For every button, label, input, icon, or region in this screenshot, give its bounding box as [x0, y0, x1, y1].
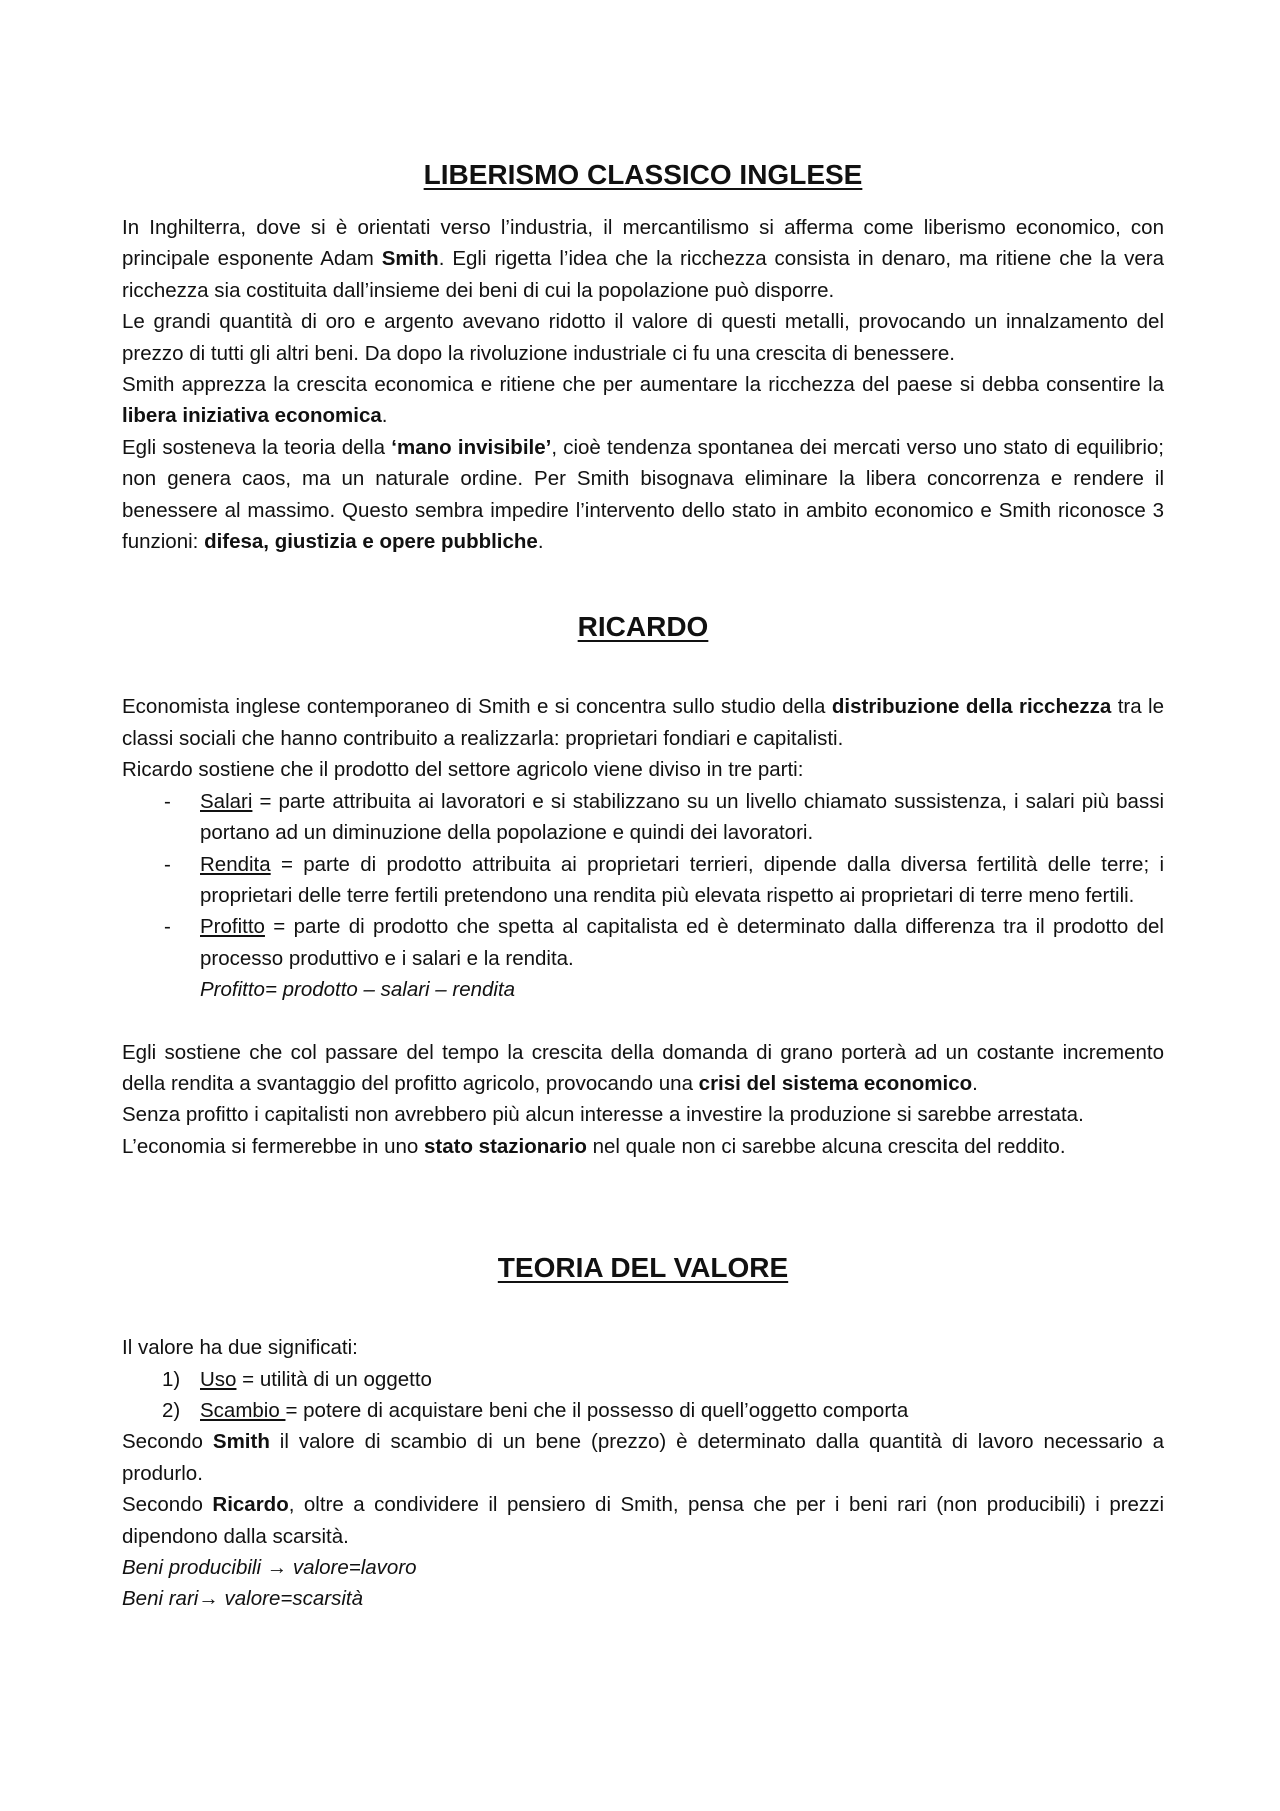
- document-page: [122, 158, 1164, 1615]
- paragraph: Secondo Smith il valore di scambio di un bene (prezzo) è determinato dalla quantità di lavoro necessario a produrlo.: [122, 1430, 1165, 1485]
- bullet-list: [122, 786, 1164, 1006]
- paragraph: Ricardo sostiene che il prodotto del settore agricolo viene diviso in tre parti:: [122, 758, 804, 782]
- paragraph: Economista inglese contemporaneo di Smith e si concentra sullo studio della distribuzione della ricchezza tra le classi sociali che hanno contribuito a realizzarla: proprietari fondiari e capitalisti.: [122, 695, 1164, 750]
- formula: Profitto= prodotto – salari – rendita: [200, 978, 516, 1002]
- list-item: - Profitto = parte di prodotto che spetta al capitalista ed è determinato dalla differenza tra il prodotto del processo produttivo e i salari e la rendita. Profitto= prodotto – salari – rendita: [122, 911, 1164, 1005]
- list-item: 1) Uso = utilità di un oggetto: [122, 1364, 1164, 1395]
- list-item: - Salari = parte attribuita ai lavoratori e si stabilizzano su un livello chiamato sussistenza, i salari più bassi portano ad un diminuzione della popolazione e quindi dei lavoratori.: [122, 786, 1164, 849]
- italic-line: Beni rari→ valore=scarsità: [122, 1587, 363, 1611]
- paragraph: L’economia si fermerebbe in uno stato stazionario nel quale non ci sarebbe alcuna crescita del reddito.: [122, 1134, 1066, 1158]
- paragraph: Le grandi quantità di oro e argento avevano ridotto il valore di questi metalli, provocando un innalzamento del prezzo di tutti gli altri beni. Da dopo la rivoluzione industriale ci fu una crescita di benessere.: [122, 310, 1164, 365]
- list-item: - Rendita = parte di prodotto attribuita ai proprietari terrieri, dipende dalla diversa fertilità delle terre; i proprietari delle terre fertili pretendono una rendita più elevata rispetto ai proprietari di terre meno fertili.: [122, 849, 1164, 912]
- list-number: 2): [162, 1398, 181, 1422]
- section-ricardo: [122, 610, 1164, 1162]
- paragraph: Il valore ha due significati:: [122, 1336, 358, 1360]
- section-teoria-valore: [122, 1251, 1164, 1615]
- paragraph: Secondo Ricardo, oltre a condividere il pensiero di Smith, pensa che per i beni rari (non producibili) i prezzi dipendono dalla scarsità.: [122, 1493, 1164, 1548]
- list-number: 1): [162, 1367, 181, 1391]
- numbered-list: [122, 1364, 1164, 1427]
- italic-line: Beni producibili → valore=lavoro: [122, 1556, 417, 1579]
- paragraph: Senza profitto i capitalisti non avrebbero più alcun interesse a investire la produzione si sarebbe arrestata.: [122, 1103, 1084, 1127]
- section-title: RICARDO: [577, 611, 709, 643]
- paragraph: Egli sosteneva la teoria della ‘mano invisibile’, cioè tendenza spontanea dei mercati verso uno stato di equilibrio; non genera caos, ma un naturale ordine. Per Smith bisognava eliminare la libera concorrenza e rendere il benessere al massimo. Questo sembra impedire l’intervento dello stato in ambito economico e Smith riconosce 3 funzioni: difesa, giustizia e opere pubbliche.: [122, 435, 1164, 554]
- dash-bullet: -: [164, 915, 171, 939]
- section-title: LIBERISMO CLASSICO INGLESE: [423, 159, 863, 190]
- dash-bullet: -: [164, 789, 171, 813]
- paragraph: Egli sostiene che col passare del tempo la crescita della domanda di grano porterà ad un costante incremento della rendita a svantaggio del profitto agricolo, provocando una crisi del sistema economico.: [122, 1040, 1164, 1095]
- paragraph: In Inghilterra, dove si è orientati verso l’industria, il mercantilismo si afferma come liberismo economico, con principale esponente Adam Smith. Egli rigetta l’idea che la ricchezza consista in denaro, ma ritiene che la vera ricchezza sia costituita dall’insieme dei beni di cui la popolazione può disporre.: [122, 216, 1164, 302]
- section-title: TEORIA DEL VALORE: [497, 1252, 789, 1284]
- paragraph: Smith apprezza la crescita economica e ritiene che per aumentare la ricchezza del paese si debba consentire la libera iniziativa economica.: [122, 373, 1164, 428]
- list-item: 2) Scambio = potere di acquistare beni che il possesso di quell’oggetto comporta: [122, 1395, 1164, 1426]
- dash-bullet: -: [164, 852, 171, 876]
- section-liberismo: [122, 158, 1164, 557]
